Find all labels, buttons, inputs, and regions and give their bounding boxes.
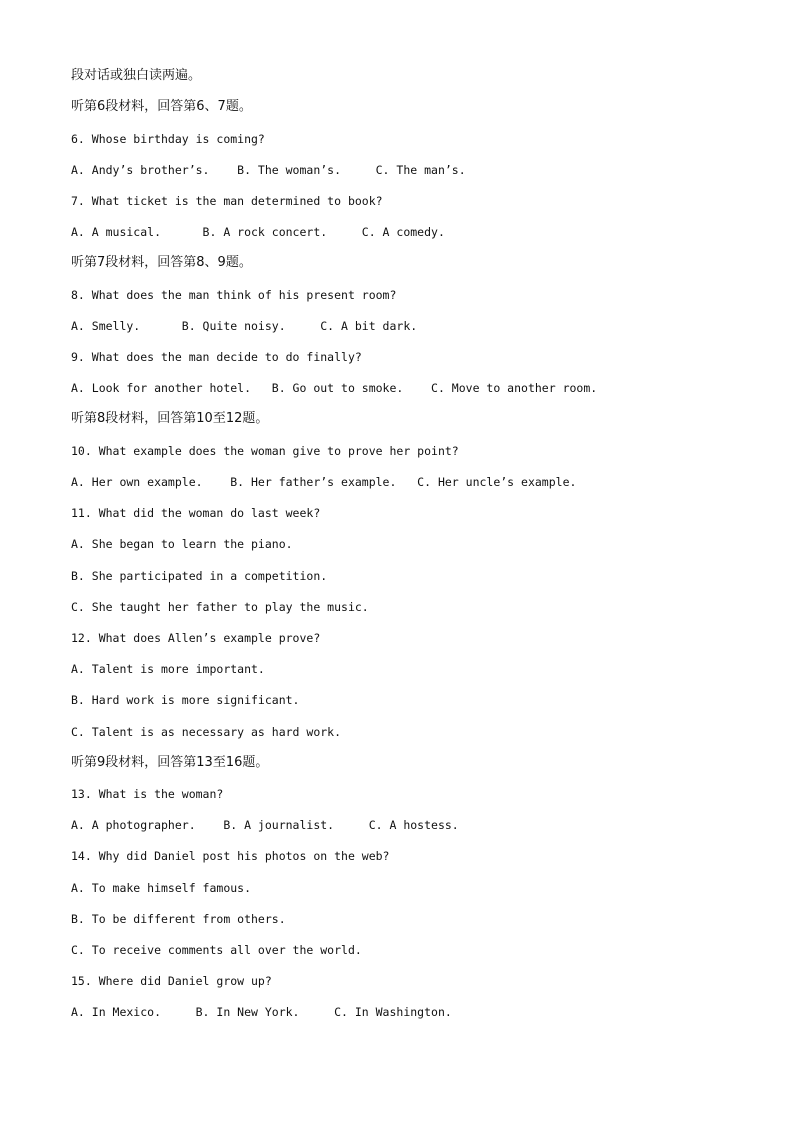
question-12-option-b: B. Hard work is more significant. bbox=[71, 693, 300, 707]
question-10: 10. What example does the woman give to prove her point? bbox=[71, 444, 459, 458]
question-9: 9. What does the man decide to do finally? bbox=[71, 350, 362, 364]
question-13: 13. What is the woman? bbox=[71, 787, 224, 801]
section-heading-9: 听第9段材料，回答第13至16题。 bbox=[71, 755, 269, 770]
section-instruction: 段对话或独白读两遍。 bbox=[71, 68, 202, 83]
question-12: 12. What does Allen’s example prove? bbox=[71, 631, 321, 645]
question-11-option-a: A. She began to learn the piano. bbox=[71, 537, 293, 551]
question-12-option-c: C. Talent is as necessary as hard work. bbox=[71, 725, 342, 739]
question-6-options: A. Andy’s brother’s. B. The woman’s. C. The man’s. bbox=[71, 163, 466, 177]
question-9-options: A. Look for another hotel. B. Go out to smoke. C. Move to another room. bbox=[71, 381, 598, 395]
question-14-option-a: A. To make himself famous. bbox=[71, 881, 252, 895]
section-heading-7: 听第7段材料，回答第8、9题。 bbox=[71, 255, 252, 270]
question-7: 7. What ticket is the man determined to book? bbox=[71, 194, 383, 208]
question-15: 15. Where did Daniel grow up? bbox=[71, 974, 272, 988]
question-8: 8. What does the man think of his present room? bbox=[71, 288, 397, 302]
question-6: 6. Whose birthday is coming? bbox=[71, 132, 265, 146]
question-12-option-a: A. Talent is more important. bbox=[71, 662, 265, 676]
section-heading-6: 听第6段材料，回答第6、7题。 bbox=[71, 99, 252, 114]
question-14-option-c: C. To receive comments all over the world. bbox=[71, 943, 362, 957]
question-13-options: A. A photographer. B. A journalist. C. A hostess. bbox=[71, 818, 459, 832]
question-14: 14. Why did Daniel post his photos on the web? bbox=[71, 849, 390, 863]
question-7-options: A. A musical. B. A rock concert. C. A comedy. bbox=[71, 225, 445, 239]
section-heading-8: 听第8段材料，回答第10至12题。 bbox=[71, 411, 269, 426]
question-14-option-b: B. To be different from others. bbox=[71, 912, 286, 926]
question-11-option-c: C. She taught her father to play the music. bbox=[71, 600, 369, 614]
question-15-options: A. In Mexico. B. In New York. C. In Washington. bbox=[71, 1005, 452, 1019]
question-8-options: A. Smelly. B. Quite noisy. C. A bit dark. bbox=[71, 319, 418, 333]
question-11-option-b: B. She participated in a competition. bbox=[71, 569, 328, 583]
question-10-options: A. Her own example. B. Her father’s example. C. Her uncle’s example. bbox=[71, 475, 577, 489]
question-11: 11. What did the woman do last week? bbox=[71, 506, 321, 520]
